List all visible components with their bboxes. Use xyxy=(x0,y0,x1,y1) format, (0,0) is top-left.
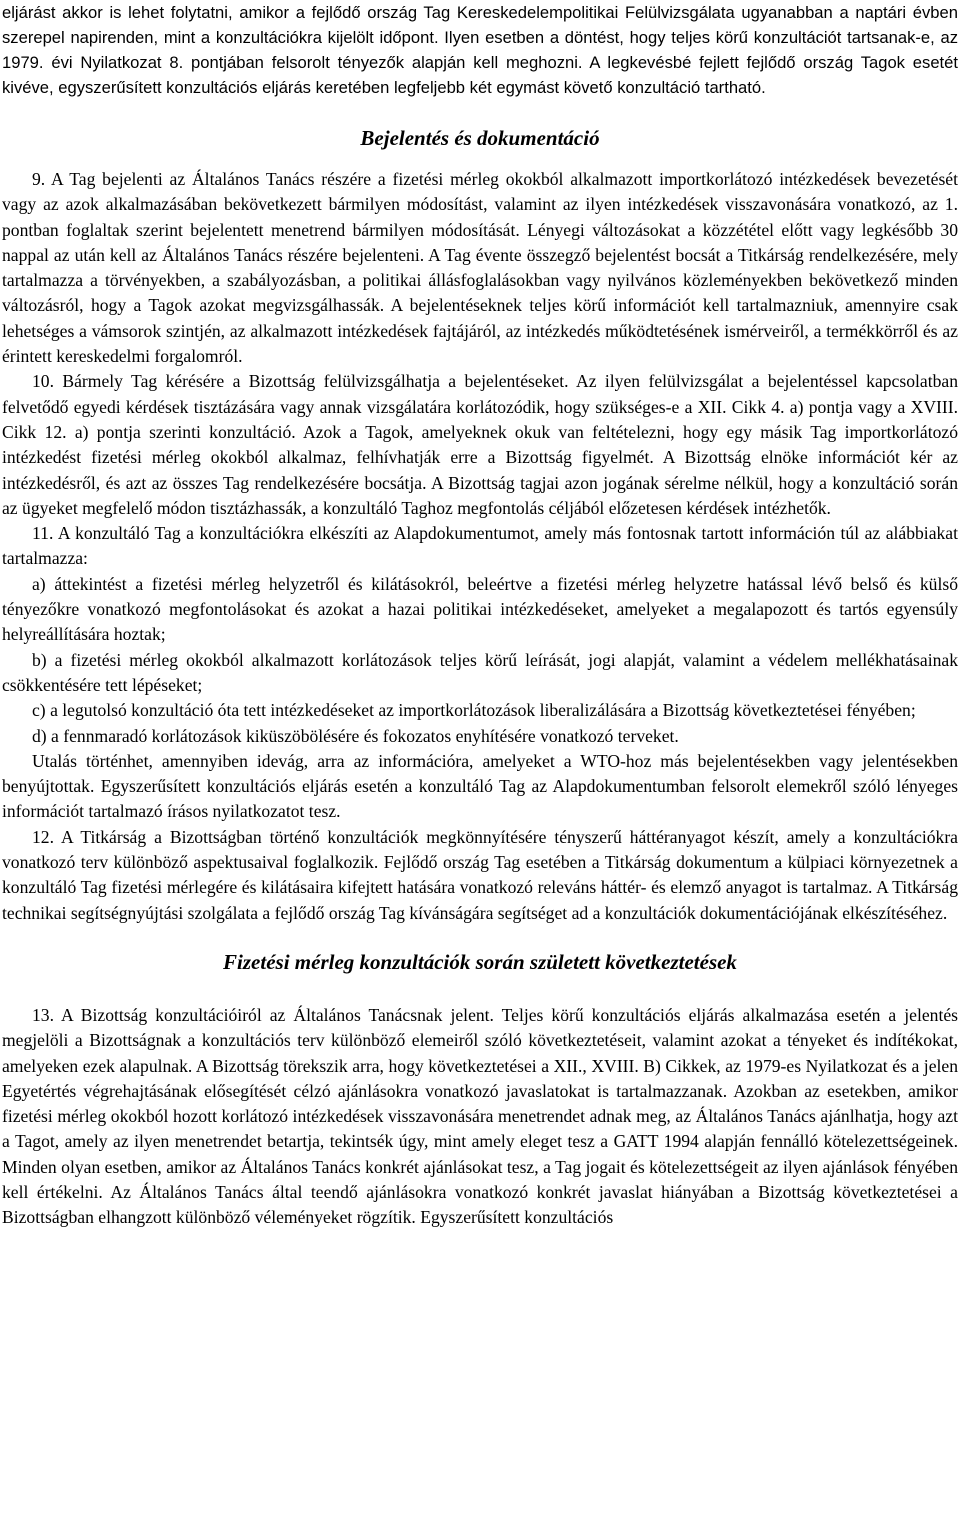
paragraph-9: 9. A Tag bejelenti az Általános Tanács részére a fizetési mérleg okokból alkalmazott importkorlátozó intézkedések bevezetését vagy az azok alkalmazásában bekövetkezett bármilyen módosítást, valamint az ilyen intézkedések visszavonására vonatkozó, az 1. pontban foglaltak szerint bejelentett menetrend bármilyen módosítását. Lényegi változásokat a közzététel előtt vagy legkésőbb 30 nappal az után kell az Általános Tanács részére bejelenteni. A Tag évente összegző bejelentést bocsát a Titkárság rendelkezésére, mely tartalmazza a törvényekben, a szabályozásban, a politikai állásfoglalásokban vagy nyilvános közleményekben bekövetkező minden változásról, hogy a Tagok azokat megvizsgálhassák. A bejelentéseknek teljes körű információt kell tartalmazniuk, amennyire csak lehetséges a vámsorok szintjén, az alkalmazott intézkedések fajtájáról, az intézkedés működtetésének ismérveiről, a termékkörről és az érintett kereskedelmi forgalomról. xyxy=(2,169,958,367)
paragraph-11: 11. A konzultáló Tag a konzultációkra elkészíti az Alapdokumentumot, amely más fontosnak tartott információn túl az alábbiakat tartalmazza: xyxy=(2,523,958,569)
section-heading-notification: Bejelentés és dokumentáció xyxy=(360,126,600,150)
intro-paragraph: eljárást akkor is lehet folytatni, amikor a fejlődő ország Tag Kereskedelempolitikai Felülvizsgálata ugyanabban a naptári évben szerepel napirenden, mint a konzultációkra kijelölt időpont. Ilyen esetben a döntést, hogy teljes körű konzultációt tartsanak-e, az 1979. évi Nyilatkozat 8. pontjában felsorolt tényezők alapján kell meghozni. A legkevésbé fejlett fejlődő ország Tagok esetét kivéve, egyszerűsített konzultációs eljárás keretében legfeljebb két egymást követő konzultáció tartható. xyxy=(2,3,958,97)
paragraph-11-d: d) a fennmaradó korlátozások kiküszöbölésére és fokozatos enyhítésére vonatkozó terveket. xyxy=(32,725,679,746)
paragraph-11-note: Utalás történhet, amennyiben idevág, arra az információra, amelyeket a WTO-hoz más bejelentésekben vagy jelentésekben benyújtottak. Egyszerűsített konzultációs eljárás esetén a konzultáló Tag az Alapdokumentumban felsorolt elemekről szóló lényeges információt tartalmazó írásos nyilatkozatot tesz. xyxy=(2,750,958,822)
paragraph-11-b: b) a fizetési mérleg okokból alkalmazott korlátozások teljes körű leírását, jogi alapját, valamint a védelem mellékhatásainak csökkentésére tett lépéseket; xyxy=(2,649,958,695)
paragraph-11-c: c) a legutolsó konzultáció óta tett intézkedéseket az importkorlátozások liberalizálására a Bizottság következtetései fényében; xyxy=(32,700,916,721)
paragraph-12: 12. A Titkárság a Bizottságban történő konzultációk megkönnyítésére tényszerű háttéranyagot készít, amely a konzultációkra vonatkozó terv különböző aspektusaival foglalkozik. Fejlődő ország Tag esetében a Titkárság dokumentum a külpiaci környezetnek a konzultáló Tag fizetési mérlegére és kilátásaira kifejtett hatására vonatkozó releváns háttér- és elemző anyagot is tartalmaz. A Titkárság technikai segítségnyújtási szolgálata a fejlődő ország Tag kívánságára segítséget ad a konzultációk dokumentációjának elkészítéséhez. xyxy=(2,826,958,923)
paragraph-13: 13. A Bizottság konzultációiról az Általános Tanácsnak jelent. Teljes körű konzultációs eljárás alkalmazása esetén a jelentés megjelöli a Bizottságnak a konzultációs terv különböző elemeiről szóló következtetéseit, valamint azokat a tényeket és indítékokat, amelyeken ezek alapulnak. A Bizottság törekszik arra, hogy következtetései a XII., XVIII. B) Cikkek, az 1979-es Nyilatkozat és a jelen Egyetértés végrehajtásának elősegítését célzó ajánlásokra vonatkozó javaslatokat is tartalmazzanak. Azokban az esetekben, amikor fizetési mérleg okokból hozott korlátozó intézkedések visszavonására menetrendet adnak meg, az Általános Tanács ajánlhatja, hogy azt a Tagot, amely az ilyen menetrendet betartja, tekintsék úgy, mint amely eleget tesz a GATT 1994 alapján fennálló kötelezettségeinek. Minden olyan esetben, amikor az Általános Tanács konkrét ajánlásokat tesz, a Tag jogait és kötelezettségeit az ilyen ajánlások fényében kell értékelni. Az Általános Tanács által teendő ajánlásokra vonatkozó konkrét javaslat hiányában a Bizottság következtetései a Bizottságban elhangzott különböző véleményeket rögzítik. Egyszerűsített konzultációs xyxy=(2,1004,958,1228)
section-heading-conclusions: Fizetési mérleg konzultációk során született következtetések xyxy=(223,949,737,974)
paragraph-10: 10. Bármely Tag kérésére a Bizottság felülvizsgálhatja a bejelentéseket. Az ilyen felülvizsgálat a bejelentéssel kapcsolatban felvetődő egyedi kérdések tisztázására vagy annak vizsgálatára korlátozódik, hogy szükséges-e a XII. Cikk 4. a) pontja vagy a XVIII. Cikk 12. a) pontja szerinti konzultáció. Azok a Tagok, amelyeknek okuk van feltételezni, hogy egy másik Tag importkorlátozó intézkedést fizetési mérleg okokból alkalmaz, felhívhatják erre a Bizottság figyelmét. A Bizottság elnöke információt kér az intézkedésről, és azt az összes Tag rendelkezésére bocsátja. A Bizottság tagjai azon jogának sérelme nélkül, hogy a konzultáció során az ügyeket megfelelő módon tisztázhassák, a konzultáló Taghoz megfontolás céljából előzetesen kérdések intézhetők. xyxy=(2,371,958,518)
paragraph-11-a: a) áttekintést a fizetési mérleg helyzetről és kilátásokról, beleértve a fizetési mérleg helyzetre hatással lévő belső és külső tényezőkre vonatkozó megfontolásokat és azokat a hazai politikai intézkedéseket, amelyeket a megalapozott és tartós egyensúly helyreállítására hoztak; xyxy=(2,573,958,645)
document-page xyxy=(2,0,958,1231)
